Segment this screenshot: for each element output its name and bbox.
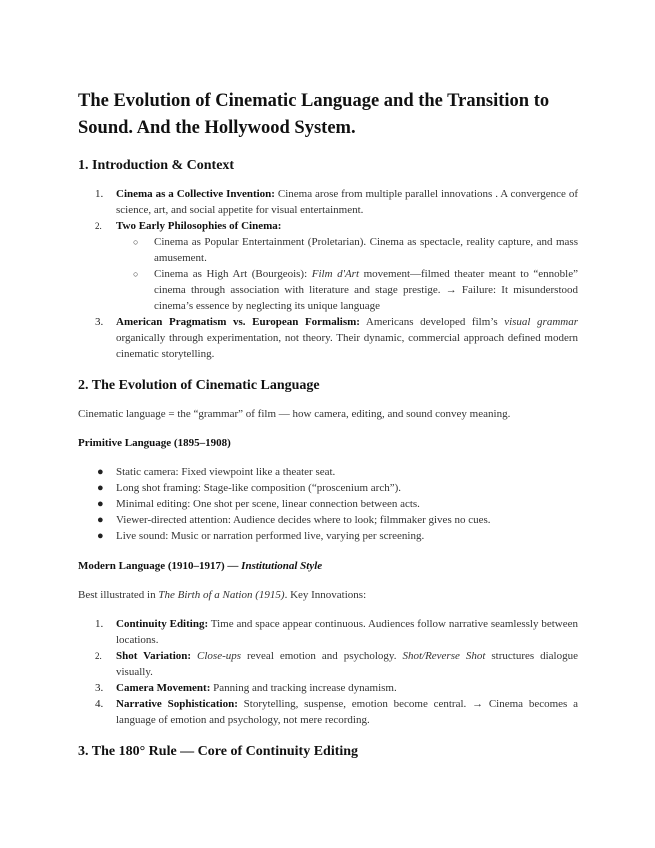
list-item: 3. American Pragmatism vs. European Formalism: Americans developed film’s visual grammar organically through experimentation, not theory. Their dynamic, commercial approach defined modern cinematic storytelling. bbox=[95, 316, 578, 360]
modern-intro: Best illustrated in The Birth of a Nation (1915). Key Innovations: bbox=[78, 589, 367, 601]
sub-list-item: ○ Cinema as Popular Entertainment (Proletarian). Cinema as spectacle, reality capture, and mass amusement. bbox=[133, 236, 578, 264]
document-title: The Evolution of Cinematic Language and the Transition to Sound. And the Hollywood System. bbox=[78, 91, 550, 138]
list-item: 1. Cinema as a Collective Invention: Cinema arose from multiple parallel innovations . A convergence of science, art, and social appetite for visual entertainment. bbox=[95, 188, 579, 216]
sub-list-item: ○ Cinema as High Art (Bourgeois): Film d'Art movement—filmed theater meant to “ennoble” cinema through association with literature and stage prestige. → Failure: It misunderstood cinema’s essence by neglecting its unique language bbox=[133, 268, 578, 312]
modern-innovations-list bbox=[78, 616, 578, 728]
section-heading-evolution: 2. The Evolution of Cinematic Language bbox=[78, 378, 320, 393]
list-item: 4. Narrative Sophistication: Storytelling, suspense, emotion become central. → Cinema becomes a language of emotion and psychology, not mere recording. bbox=[95, 698, 578, 726]
bullet-icon: ● bbox=[97, 530, 104, 542]
list-item: 2. Two Early Philosophies of Cinema: ○ Cinema as Popular Entertainment (Proletarian). Cinema as spectacle, reality capture, and mass amusement. ○ Cinema as High Art (Bourgeois): Film d'Art movement—filmed theater meant to “ennoble” cinema through association with literature and stage prestige. → Failure: It misunderstood cinema’s essence by neglecting its unique language bbox=[95, 220, 578, 312]
circle-bullet-icon: ○ bbox=[133, 237, 139, 247]
bullet-item: ● Static camera: Fixed viewpoint like a theater seat. bbox=[97, 466, 336, 478]
bullet-icon: ● bbox=[97, 466, 104, 478]
bullet-item: ● Live sound: Music or narration performed live, varying per screening. bbox=[97, 530, 425, 542]
bullet-icon: ● bbox=[97, 498, 104, 510]
bullet-icon: ● bbox=[97, 482, 104, 494]
section-heading-introduction: 1. Introduction & Context bbox=[78, 158, 235, 173]
bullet-item: ● Long shot framing: Stage-like composition (“proscenium arch”). bbox=[97, 482, 402, 494]
circle-bullet-icon: ○ bbox=[133, 269, 139, 279]
bullet-item: ● Viewer-directed attention: Audience decides where to look; filmmaker gives no cues. bbox=[97, 514, 491, 526]
sub-list bbox=[116, 234, 578, 314]
list-item: 3. Camera Movement: Panning and tracking increase dynamism. bbox=[95, 682, 397, 694]
primitive-list bbox=[78, 464, 578, 544]
list-item: 2. Shot Variation: Close-ups reveal emotion and psychology. Shot/Reverse Shot structures dialogue visually. bbox=[95, 650, 578, 678]
bullet-item: ● Minimal editing: One shot per scene, linear connection between acts. bbox=[97, 498, 420, 510]
introduction-list bbox=[78, 186, 578, 362]
document-page bbox=[78, 88, 578, 772]
section-heading-180-rule: 3. The 180° Rule — Core of Continuity Editing bbox=[78, 744, 359, 759]
list-item: 1. Continuity Editing: Time and space appear continuous. Audiences follow narrative seamlessly between locations. bbox=[95, 618, 578, 646]
subheading-modern: Modern Language (1910–1917) — Institutional Style bbox=[78, 560, 323, 572]
bullet-icon: ● bbox=[97, 514, 104, 526]
subheading-primitive: Primitive Language (1895–1908) bbox=[78, 437, 231, 449]
evolution-intro: Cinematic language = the “grammar” of film — how camera, editing, and sound convey meaning. bbox=[78, 408, 511, 420]
